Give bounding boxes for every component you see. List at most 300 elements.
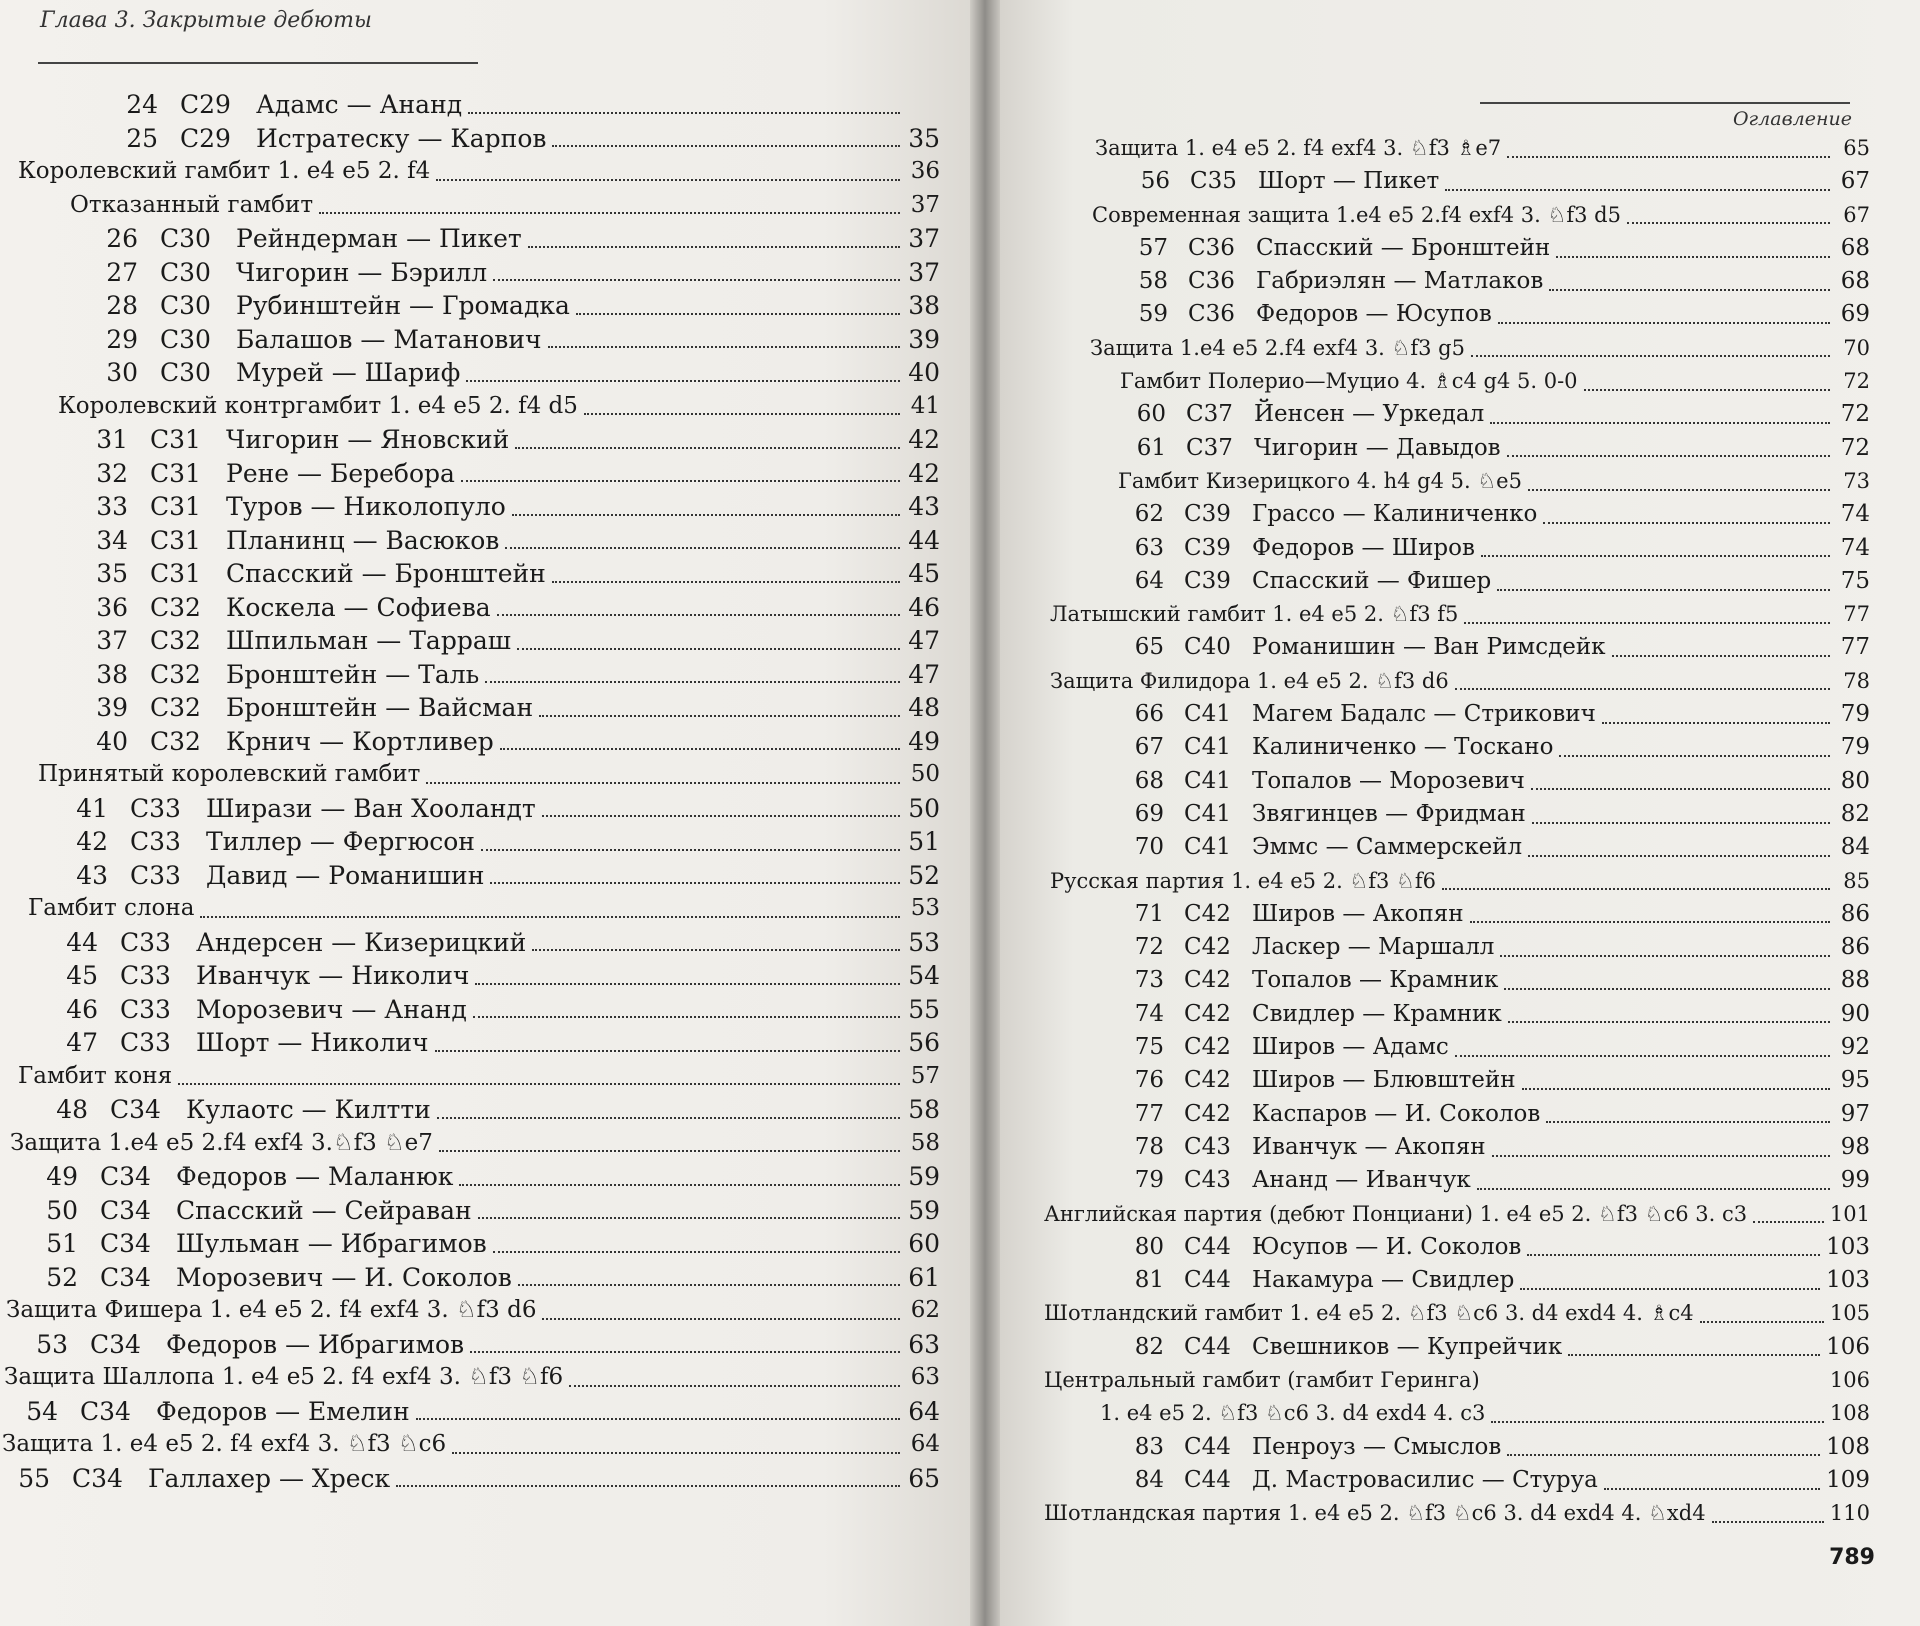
- eco-code: C30: [160, 324, 211, 354]
- eco-code: C31: [150, 492, 201, 521]
- toc-section-row: [0, 1361, 940, 1395]
- toc-game-row: [1040, 1331, 1870, 1364]
- toc-game-row: [1040, 498, 1870, 531]
- toc-game-row: [1040, 931, 1870, 964]
- toc-page-number: 58: [910, 1129, 940, 1156]
- section-title: Защита Шаллопа 1. e4 e5 2. f4 exf4 3. ♘f3 ♘f6: [4, 1364, 564, 1390]
- chapter-header: Глава 3. Закрытые дебюты: [40, 8, 372, 33]
- toc-section-row: [1040, 1497, 1870, 1530]
- game-players: Мурей — Шариф: [236, 358, 461, 387]
- game-players: Шорт — Николич: [196, 1028, 429, 1057]
- game-players: Рубинштейн — Громадка: [236, 291, 570, 320]
- toc-section-row: [1040, 465, 1870, 498]
- game-players: Спасский — Бронштейн: [226, 559, 546, 588]
- toc-game-row: [0, 524, 940, 558]
- dot-leader: [1604, 1480, 1820, 1490]
- dot-leader: [1543, 514, 1830, 524]
- game-players: Федоров — Широв: [1252, 534, 1475, 561]
- toc-page-number: 56: [908, 1028, 940, 1057]
- game-number: 56: [1140, 168, 1170, 195]
- eco-code: C34: [100, 1195, 151, 1225]
- game-number: 34: [96, 525, 128, 555]
- toc-game-row: [1040, 565, 1870, 598]
- game-number: 69: [1134, 800, 1164, 827]
- toc-game-row: [0, 457, 940, 491]
- dot-leader: [461, 472, 900, 482]
- game-number: 68: [1134, 767, 1164, 794]
- toc-page-number: 37: [908, 224, 940, 253]
- toc-section-row: [0, 1294, 940, 1328]
- toc-page-number: 53: [908, 927, 940, 957]
- game-players: Топалов — Крамник: [1252, 967, 1499, 994]
- toc-game-row: [1040, 631, 1870, 664]
- section-title: Английская партия (дебют Понциани) 1. e4 e5 2. ♘f3 ♘c6 3. c3: [1044, 1201, 1748, 1226]
- eco-code: C34: [90, 1329, 141, 1359]
- toc-game-row: [0, 1160, 940, 1194]
- toc-game-row: [1040, 232, 1870, 265]
- game-players: Калиниченко — Тоскано: [1252, 734, 1554, 761]
- game-players: Шпильман — Тарраш: [226, 626, 511, 655]
- game-players: Пенроуз — Смыслов: [1252, 1433, 1502, 1460]
- toc-game-row: [0, 792, 940, 826]
- game-number: 61: [1136, 434, 1166, 461]
- dot-leader: [552, 573, 900, 583]
- toc-page-number: 72: [1843, 369, 1870, 394]
- game-number: 33: [96, 492, 128, 521]
- section-title: Шотландская партия 1. e4 e5 2. ♘f3 ♘c6 3. d4 exd4 4. ♘xd4: [1044, 1501, 1706, 1526]
- dot-leader: [475, 975, 900, 985]
- toc-page-number: 48: [908, 693, 940, 722]
- eco-code: C39: [1184, 534, 1231, 561]
- game-players: Д. Мастровасилис — Стуруа: [1252, 1466, 1598, 1493]
- toc-page-number: 53: [910, 895, 940, 921]
- toc-page-number: 50: [908, 793, 940, 823]
- toc-page-number: 86: [1840, 900, 1870, 927]
- eco-code: C34: [110, 1095, 161, 1124]
- dot-leader: [1507, 148, 1830, 158]
- dot-leader: [539, 707, 900, 717]
- dot-leader: [1445, 181, 1830, 191]
- toc-game-row: [1040, 298, 1870, 331]
- dot-leader: [437, 1109, 900, 1119]
- toc-page-number: 59: [908, 1162, 940, 1191]
- game-number: 67: [1134, 734, 1164, 761]
- game-players: Габриэлян — Матлаков: [1256, 268, 1544, 295]
- toc-page-number: 61: [908, 1262, 940, 1292]
- eco-code: C39: [1184, 567, 1231, 594]
- eco-code: C42: [1184, 1067, 1231, 1094]
- dot-leader: [1753, 1213, 1824, 1223]
- dot-leader: [542, 807, 900, 817]
- right-page: [1000, 0, 1920, 1626]
- toc-section-row: [1040, 598, 1870, 631]
- toc-section-row: [1040, 199, 1870, 232]
- toc-game-row: [1040, 1164, 1870, 1197]
- game-number: 57: [1138, 234, 1168, 261]
- section-title: Центральный гамбит (гамбит Геринга): [1044, 1367, 1480, 1392]
- game-number: 26: [106, 224, 138, 253]
- toc-page-number: 46: [908, 592, 940, 622]
- eco-code: C44: [1184, 1466, 1231, 1493]
- dot-leader: [485, 673, 900, 683]
- game-number: 47: [66, 1028, 98, 1057]
- dot-leader: [200, 908, 900, 918]
- dot-leader: [1471, 347, 1830, 357]
- toc-section-row: [0, 1428, 940, 1462]
- toc-page-number: 51: [908, 827, 940, 856]
- eco-code: C30: [160, 358, 211, 387]
- toc-page-number: 92: [1840, 1034, 1870, 1061]
- eco-code: C34: [100, 1229, 151, 1258]
- toc-game-row: [1040, 432, 1870, 465]
- eco-code: C36: [1188, 301, 1235, 328]
- eco-code: C33: [120, 961, 171, 990]
- page-number: 789: [1829, 1545, 1875, 1570]
- game-players: Коскела — Софиева: [226, 592, 491, 622]
- toc-game-row: [0, 423, 940, 457]
- dot-leader: [452, 1444, 900, 1454]
- eco-code: C29: [180, 123, 231, 153]
- eco-code: C33: [120, 927, 171, 957]
- eco-code: C40: [1184, 634, 1231, 661]
- dot-leader: [1556, 248, 1830, 258]
- toc-game-row: [0, 1261, 940, 1295]
- toc-page-number: 67: [1840, 168, 1870, 195]
- dot-leader: [1470, 913, 1830, 923]
- left-toc-list: [0, 88, 940, 1495]
- toc-page-number: 105: [1829, 1301, 1870, 1326]
- toc-game-row: [1040, 898, 1870, 931]
- eco-code: C32: [150, 592, 201, 622]
- eco-code: C43: [1184, 1167, 1231, 1194]
- dot-leader: [1500, 947, 1830, 957]
- toc-page-number: 54: [908, 961, 940, 990]
- dot-leader: [528, 238, 900, 248]
- game-players: Спасский — Фишер: [1252, 567, 1492, 594]
- game-number: 29: [106, 324, 138, 354]
- toc-page-number: 62: [910, 1297, 940, 1323]
- toc-page-number: 108: [1829, 1401, 1870, 1426]
- section-title: Защита 1. e4 e5 2. f4 exf4 3. ♘f3 ♗e7: [1095, 136, 1502, 160]
- toc-game-row: [1040, 398, 1870, 431]
- toc-page-number: 68: [1840, 268, 1870, 295]
- eco-code: C33: [130, 827, 181, 856]
- game-number: 40: [96, 726, 128, 756]
- game-players: Шорт — Пикет: [1258, 168, 1440, 195]
- toc-section-row: [0, 758, 940, 792]
- dot-leader: [493, 271, 900, 281]
- dot-leader: [517, 640, 900, 650]
- game-players: Чигорин — Давыдов: [1254, 434, 1501, 461]
- toc-game-row: [1040, 731, 1870, 764]
- toc-page-number: 79: [1840, 701, 1870, 728]
- eco-code: C42: [1184, 934, 1231, 961]
- eco-code: C30: [160, 257, 211, 287]
- game-number: 42: [76, 827, 108, 856]
- dot-leader: [1507, 447, 1830, 457]
- game-number: 50: [46, 1195, 78, 1225]
- dot-leader: [515, 439, 900, 449]
- section-title: Королевский контргамбит 1. e4 e5 2. f4 d5: [58, 392, 578, 419]
- toc-section-row: [0, 390, 940, 424]
- toc-page-number: 69: [1840, 301, 1870, 328]
- game-players: Бронштейн — Таль: [226, 659, 480, 689]
- dot-leader: [478, 1209, 900, 1219]
- game-players: Кулаотс — Килтти: [186, 1095, 431, 1124]
- game-players: Накамура — Свидлер: [1252, 1267, 1515, 1294]
- game-players: Широв — Адамс: [1252, 1034, 1449, 1061]
- toc-section-row: [1040, 1297, 1870, 1330]
- toc-game-row: [1040, 165, 1870, 198]
- toc-game-row: [1040, 1231, 1870, 1264]
- dot-leader: [481, 841, 900, 851]
- eco-code: C34: [100, 1162, 151, 1191]
- toc-game-row: [0, 490, 940, 524]
- toc-page-number: 37: [908, 257, 940, 287]
- toc-game-row: [0, 624, 940, 658]
- game-players: Йенсен — Уркедал: [1254, 401, 1485, 428]
- eco-code: C33: [130, 793, 181, 823]
- toc-page-number: 41: [910, 392, 940, 419]
- toc-page-number: 101: [1829, 1201, 1870, 1226]
- toc-game-row: [0, 926, 940, 960]
- dot-leader: [1559, 747, 1830, 757]
- toc-game-row: [0, 1462, 940, 1496]
- game-players: Широв — Акопян: [1252, 900, 1464, 927]
- dot-leader: [1498, 314, 1830, 324]
- section-title: Защита Фишера 1. e4 e5 2. f4 exf4 3. ♘f3 d6: [6, 1297, 537, 1323]
- dot-leader: [1508, 1013, 1830, 1023]
- game-players: Топалов — Морозевич: [1252, 767, 1525, 794]
- toc-game-row: [0, 289, 940, 323]
- eco-code: C34: [100, 1262, 151, 1292]
- toc-game-row: [0, 993, 940, 1027]
- game-players: Рене — Беребора: [226, 458, 455, 488]
- game-number: 39: [96, 693, 128, 722]
- toc-page-number: 109: [1826, 1466, 1870, 1493]
- toc-section-row: [1040, 665, 1870, 698]
- dot-leader: [1700, 1313, 1824, 1323]
- game-number: 58: [1138, 268, 1168, 295]
- game-number: 27: [106, 257, 138, 287]
- game-players: Планинц — Васюков: [226, 525, 500, 555]
- toc-game-row: [0, 658, 940, 692]
- toc-page-number: 88: [1840, 967, 1870, 994]
- toc-page-number: 42: [908, 458, 940, 488]
- game-players: Крнич — Кортливер: [226, 726, 494, 756]
- toc-game-row: [0, 122, 940, 156]
- game-number: 46: [66, 994, 98, 1024]
- game-number: 71: [1134, 900, 1164, 927]
- toc-page-number: 78: [1843, 668, 1870, 693]
- eco-code: C32: [150, 659, 201, 689]
- toc-game-row: [0, 1194, 940, 1228]
- game-players: Федоров — Юсупов: [1256, 301, 1492, 328]
- dot-leader: [1568, 1346, 1820, 1356]
- game-players: Балашов — Матанович: [236, 324, 542, 354]
- game-players: Адамс — Ананд: [256, 90, 463, 119]
- toc-game-row: [0, 88, 940, 122]
- eco-code: C33: [120, 1028, 171, 1057]
- eco-code: C33: [130, 860, 181, 890]
- dot-leader: [1531, 780, 1830, 790]
- game-number: 43: [76, 860, 108, 890]
- dot-leader: [470, 1343, 900, 1353]
- game-players: Ананд — Иванчук: [1252, 1167, 1471, 1194]
- game-number: 59: [1138, 301, 1168, 328]
- eco-code: C42: [1184, 1000, 1231, 1027]
- eco-code: C36: [1188, 268, 1235, 295]
- dot-leader: [396, 1477, 900, 1487]
- dot-leader: [532, 941, 900, 951]
- game-players: Федоров — Маланюк: [176, 1162, 454, 1191]
- dot-leader: [1481, 547, 1830, 557]
- eco-code: C36: [1188, 234, 1235, 261]
- toc-page-number: 90: [1840, 1000, 1870, 1027]
- game-number: 75: [1134, 1034, 1164, 1061]
- game-number: 72: [1134, 934, 1164, 961]
- game-number: 83: [1134, 1433, 1164, 1460]
- eco-code: C31: [150, 425, 201, 454]
- game-number: 55: [18, 1463, 50, 1493]
- game-players: Спасский — Бронштейн: [1256, 234, 1551, 261]
- dot-leader: [1442, 880, 1830, 890]
- dot-leader: [512, 506, 900, 516]
- toc-page-number: 85: [1843, 868, 1870, 893]
- dot-leader: [178, 1075, 900, 1085]
- section-title: Гамбит Полерио—Муцио 4. ♗c4 g4 5. 0-0: [1120, 369, 1578, 394]
- toc-page-number: 74: [1840, 501, 1870, 528]
- game-players: Федоров — Ибрагимов: [166, 1329, 465, 1359]
- game-players: Шульман — Ибрагимов: [176, 1229, 487, 1258]
- toc-page-number: 37: [910, 191, 940, 218]
- toc-section-row: [0, 189, 940, 223]
- toc-section-row: [1040, 865, 1870, 898]
- dot-leader: [416, 1410, 900, 1420]
- toc-page-number: 86: [1840, 934, 1870, 961]
- section-title: Латышский гамбит 1. e4 e5 2. ♘f3 f5: [1050, 602, 1459, 627]
- dot-leader: [1612, 647, 1830, 657]
- game-players: Андерсен — Кизерицкий: [196, 927, 527, 957]
- game-players: Свешников — Купрейчик: [1252, 1333, 1563, 1360]
- eco-code: C41: [1184, 800, 1231, 827]
- game-number: 79: [1134, 1167, 1164, 1194]
- game-number: 76: [1134, 1067, 1164, 1094]
- game-number: 30: [106, 358, 138, 387]
- toc-page-number: 44: [908, 525, 940, 555]
- game-number: 41: [76, 793, 108, 823]
- section-title: Отказанный гамбит: [70, 191, 314, 218]
- toc-game-row: [0, 222, 940, 256]
- game-players: Федоров — Емелин: [156, 1396, 410, 1426]
- game-number: 25: [126, 123, 158, 153]
- dot-leader: [552, 137, 900, 147]
- toc-game-row: [1040, 1264, 1870, 1297]
- toc-game-row: [1040, 1064, 1870, 1097]
- dot-leader: [1602, 714, 1830, 724]
- eco-code: C44: [1184, 1233, 1231, 1260]
- running-header: Оглавление: [1732, 108, 1852, 130]
- dot-leader: [435, 1042, 900, 1052]
- toc-game-row: [0, 1227, 940, 1261]
- toc-game-row: [1040, 265, 1870, 298]
- toc-page-number: 98: [1840, 1133, 1870, 1160]
- dot-leader: [1627, 214, 1830, 224]
- dot-leader: [1520, 1280, 1820, 1290]
- section-title: Защита 1.e4 e5 2.f4 exf4 3.♘f3 ♘e7: [10, 1129, 433, 1156]
- game-players: Ширази — Ван Хооландт: [206, 793, 536, 823]
- right-toc-list: [1040, 132, 1870, 1530]
- dot-leader: [319, 204, 900, 214]
- toc-game-row: [0, 859, 940, 893]
- game-players: Грассо — Калиниченко: [1252, 501, 1538, 528]
- toc-page-number: 74: [1840, 534, 1870, 561]
- eco-code: C41: [1184, 701, 1231, 728]
- game-players: Широв — Блювштейн: [1252, 1067, 1516, 1094]
- toc-game-row: [1040, 1031, 1870, 1064]
- eco-code: C30: [160, 224, 211, 253]
- toc-page-number: 79: [1840, 734, 1870, 761]
- game-number: 36: [96, 592, 128, 622]
- dot-leader: [1546, 1113, 1830, 1123]
- section-title: Защита 1. e4 e5 2. f4 exf4 3. ♘f3 ♘c6: [2, 1431, 447, 1457]
- eco-code: C37: [1186, 401, 1233, 428]
- game-number: 44: [66, 927, 98, 957]
- game-players: Звягинцев — Фридман: [1252, 800, 1526, 827]
- section-title: Принятый королевский гамбит: [38, 761, 421, 787]
- toc-page-number: 35: [908, 123, 940, 153]
- eco-code: C34: [72, 1463, 123, 1493]
- toc-game-row: [1040, 798, 1870, 831]
- game-number: 45: [66, 961, 98, 990]
- dot-leader: [1712, 1513, 1824, 1523]
- toc-page-number: 64: [910, 1431, 940, 1457]
- eco-code: C41: [1184, 767, 1231, 794]
- toc-page-number: 58: [908, 1095, 940, 1124]
- toc-game-row: [1040, 998, 1870, 1031]
- game-players: Юсупов — И. Соколов: [1252, 1233, 1522, 1260]
- toc-page-number: 39: [908, 324, 940, 354]
- game-players: Истратеску — Карпов: [256, 123, 547, 153]
- toc-page-number: 59: [908, 1195, 940, 1225]
- game-players: Каспаров — И. Соколов: [1252, 1100, 1541, 1127]
- dot-leader: [1486, 1381, 1824, 1389]
- game-number: 64: [1134, 567, 1164, 594]
- eco-code: C42: [1184, 967, 1231, 994]
- game-number: 38: [96, 659, 128, 689]
- toc-section-row: [0, 1127, 940, 1161]
- game-number: 78: [1134, 1133, 1164, 1160]
- dot-leader: [497, 606, 900, 616]
- toc-page-number: 110: [1829, 1501, 1870, 1526]
- toc-page-number: 77: [1843, 602, 1870, 627]
- toc-page-number: 82: [1840, 800, 1870, 827]
- dot-leader: [1455, 1047, 1830, 1057]
- toc-page-number: 55: [908, 994, 940, 1024]
- game-number: 52: [46, 1262, 78, 1292]
- toc-section-row: [1040, 132, 1870, 165]
- book-gutter: [970, 0, 1000, 1626]
- section-title: Королевский гамбит 1. e4 e5 2. f4: [18, 158, 431, 184]
- toc-section-row: [1040, 1364, 1870, 1397]
- toc-page-number: 106: [1829, 1367, 1870, 1392]
- eco-code: C42: [1184, 1034, 1231, 1061]
- eco-code: C41: [1184, 734, 1231, 761]
- section-title: Защита Филидора 1. e4 e5 2. ♘f3 d6: [1050, 668, 1449, 693]
- dot-leader: [490, 874, 900, 884]
- eco-code: C31: [150, 525, 201, 555]
- dot-leader: [500, 740, 900, 750]
